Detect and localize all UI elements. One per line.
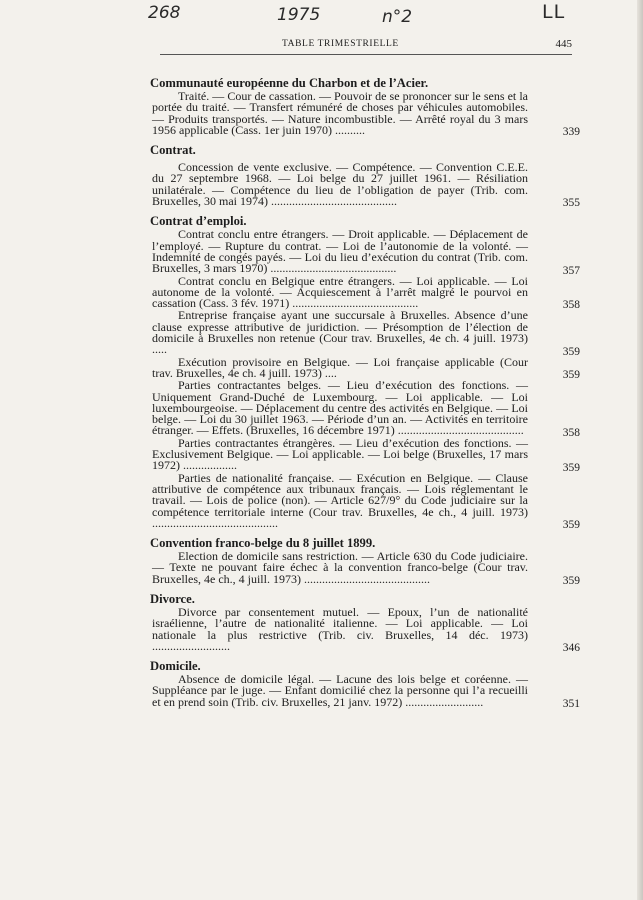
entry-page-ref: 359 — [562, 369, 580, 382]
entry-page-ref: 359 — [562, 461, 580, 474]
entry-text: Contrat conclu en Belgique entre étrangers. — Loi applicable. — Loi autonome de la volonté. — Acquiescement à l’arrêt malgré le pourvoi en cassation (Cass. 3 fév. 1971) .......................................... — [152, 273, 528, 311]
entry-page-ref: 355 — [562, 197, 580, 210]
index-content — [150, 76, 580, 709]
entry-page-ref: 357 — [562, 264, 580, 277]
handwritten-note-issue: n°2 — [382, 7, 413, 27]
index-entry — [150, 273, 580, 312]
entry-text: Divorce par consentement mutuel. — Epoux, l’un de nationalité israélienne, l’autre de nationalité italienne. — Loi applicable. — Loi nationale la plus restrictive (Trib. civ. Bruxelles, 14 déc. 1973) .......................... — [152, 604, 528, 653]
index-entry — [150, 551, 580, 585]
page-edge-shadow — [637, 0, 643, 900]
entry-page-ref: 351 — [562, 698, 580, 711]
entry-text: Absence de domicile légal. — Lacune des lois belge et coréenne. — Suppléance par le juge. — Enfant domicilié chez la personne qui l’a recueilli et en prend soin (Trib. civ. Bruxelles, 21 janv. 1972) .......................... — [152, 672, 528, 709]
entry-page-ref: 358 — [562, 299, 580, 312]
running-header-title: TABLE TRIMESTRIELLE — [282, 39, 399, 49]
entry-text: Parties contractantes belges. — Lieu d’exécution des fonctions. — Uniquement Grand-Duché de Luxembourg. — Loi applicable. — Loi luxembourgeoise. — Déplacement du centre des activités en Belgique. — Loi belge. — Loi du 30 juillet 1963. — Période d’un an. — Activités en territoire étranger. — Effets. (Bruxelles, 16 décembre 1971) .......................................... — [152, 378, 528, 438]
entry-text: Parties de nationalité française. — Exécution en Belgique. — Clause attributive de compétence aux tribunaux français. — Lois réglementant le travail. — Lois de police (non). — Article 627/9° du Code judiciaire sur la compétence territoriale interne (Cour trav. Bruxelles, 4e ch., 4 juill. 1973) .......................................... — [152, 470, 528, 530]
index-entry — [150, 672, 580, 711]
entry-text: Concession de vente exclusive. — Compétence. — Convention C.E.E. du 27 septembre 1968. — Loi belge du 27 juillet 1961. — Résiliation unilatérale. — Compétence du lieu de l’obligation de payer (Trib. com. Bruxelles, 30 mai 1974) .......................................... — [152, 160, 528, 209]
index-entry — [150, 354, 580, 382]
index-entry — [150, 308, 580, 358]
entry-text: Parties contractantes étrangères. — Lieu d’exécution des fonctions. — Exclusivement Belgique. — Loi applicable. — Loi belge (Bruxelles, 17 mars 1972) .................. — [152, 435, 528, 473]
index-entry — [150, 470, 580, 532]
handwritten-note-initials: LL — [542, 1, 566, 23]
entry-page-ref: 359 — [562, 519, 580, 532]
index-entry — [150, 604, 580, 655]
entry-text: Election de domicile sans restriction. — Article 630 du Code judiciaire. — Texte ne pouvant faire échec à la convention franco-belge (Cour trav. Bruxelles, 4e ch., 4 juill. 1973) .......................................... — [152, 549, 528, 586]
entry-text: Contrat conclu entre étrangers. — Droit applicable. — Déplacement de l’employé. — Rupture du contrat. — Loi de l’autonomie de la volonté. — Indemnité de congés payés. — Loi du lieu d’exécution du contrat (Trib. com. Bruxelles, 3 mars 1970) .......................................... — [152, 227, 528, 276]
index-entry — [150, 89, 580, 139]
index-entry — [150, 378, 580, 439]
entry-text: Entreprise française ayant une succursale à Bruxelles. Absence d’une clause expresse attributive de juridiction. — Présomption de l’élection de domicile à Bruxelles non retenue (Cour trav. Bruxelles, 4e ch. 4 juill. 1973) ..... — [152, 308, 528, 357]
section-heading-contrat: Contrat. — [150, 143, 196, 158]
section-heading-contrat-emploi: Contrat d’emploi. — [150, 214, 247, 229]
section-heading-divorce: Divorce. — [150, 591, 195, 606]
entry-page-ref: 346 — [562, 642, 580, 655]
index-entry — [150, 435, 580, 474]
index-entry — [150, 227, 580, 277]
entry-text: Exécution provisoire en Belgique. — Loi française applicable (Cour trav. Bruxelles, 4e ch. 4 juill. 1973) .... — [152, 354, 528, 380]
running-header — [160, 38, 572, 55]
page-number: 445 — [555, 38, 572, 50]
entry-page-ref: 358 — [562, 426, 580, 439]
index-entry — [150, 160, 580, 210]
handwritten-note-year: 1975 — [277, 5, 321, 25]
section-heading-convention: Convention franco-belge du 8 juillet 1899. — [150, 536, 376, 551]
entry-page-ref: 359 — [562, 345, 580, 358]
section-heading-domicile: Domicile. — [150, 659, 201, 674]
handwritten-note-number: 268 — [148, 3, 181, 23]
entry-page-ref: 359 — [562, 574, 580, 587]
entry-page-ref: 339 — [562, 126, 580, 139]
entry-text: Traité. — Cour de cassation. — Pouvoir de se prononcer sur le sens et la portée du traité. — Transfert rémunéré de choses par véhicules automobiles. — Produits transportés. — Nature incombustible. — Arrêté royal du 3 mars 1956 applicable (Cass. 1er juin 1970) .......... — [152, 89, 528, 137]
section-heading-ceca: Communauté européenne du Charbon et de l’Acier. — [150, 76, 429, 90]
